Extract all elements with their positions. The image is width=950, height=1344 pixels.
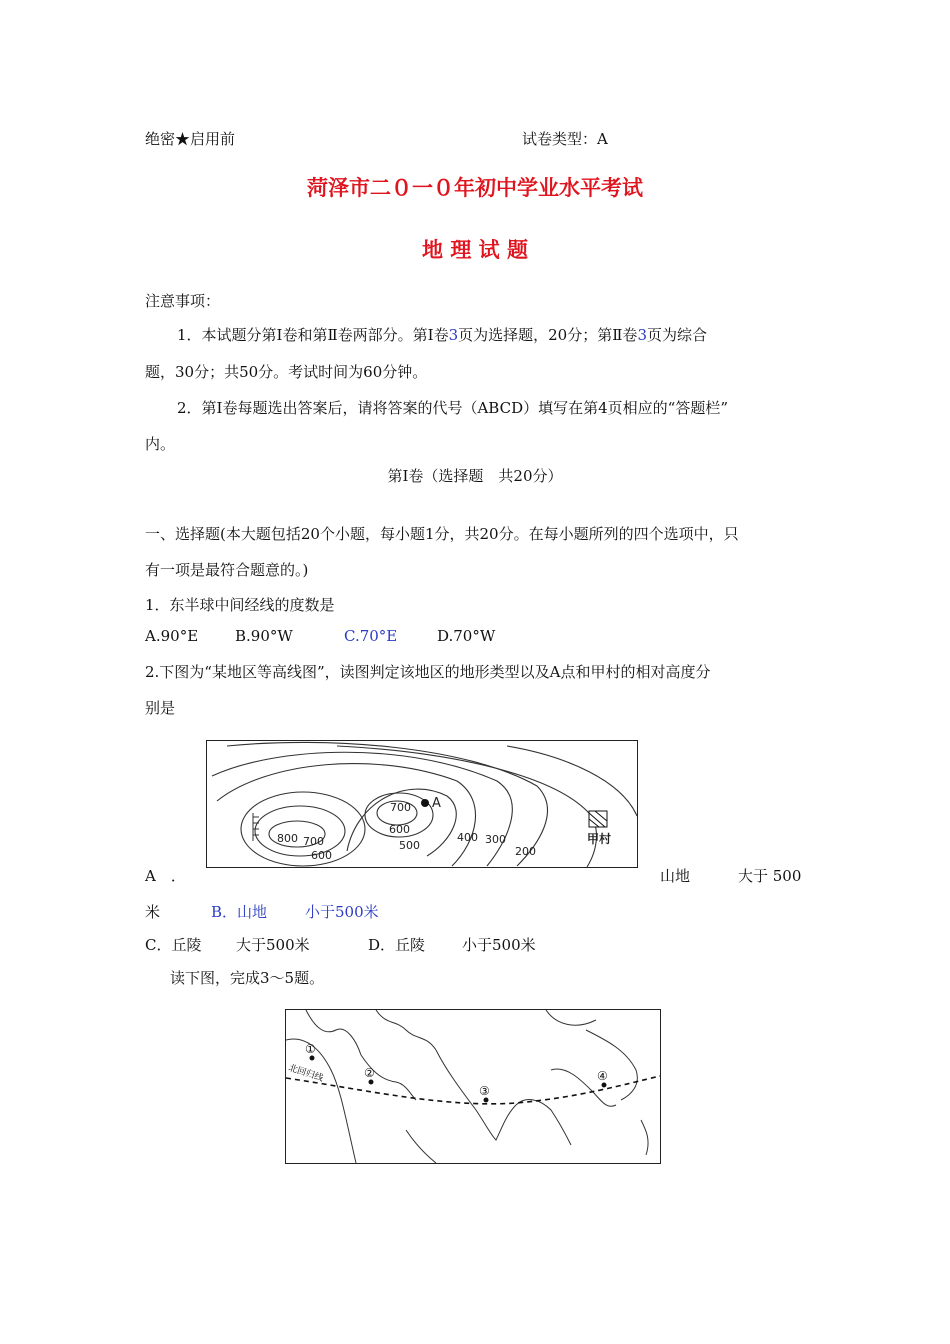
- notes-heading: 注意事项：: [145, 292, 221, 310]
- q2-option-c-value: 大于500米: [236, 936, 310, 954]
- tropic-label: 北回归线: [287, 1063, 325, 1084]
- label-300: 300: [485, 833, 506, 846]
- label-600-left: 600: [311, 849, 332, 862]
- region-map: [285, 1009, 661, 1164]
- q2-option-b-value: 小于500米: [305, 903, 379, 921]
- q1-option-a: A.90°E: [145, 627, 199, 645]
- note-item-2: 2．第Ⅰ卷每题选出答案后，请将答案的代号（ABCD）填写在第4页相应的“答题栏”: [177, 399, 728, 417]
- region-map-figure: [286, 1010, 660, 1163]
- question-1-stem: 1．东半球中间经线的度数是: [145, 596, 335, 614]
- contour-map: [206, 740, 638, 868]
- q1-option-d: D.70°W: [437, 627, 496, 645]
- marker-1-label: ①: [305, 1042, 316, 1056]
- label-500: 500: [399, 839, 420, 852]
- marker-2-label: ②: [364, 1066, 375, 1080]
- contour-line-300: [212, 752, 512, 866]
- q2-option-a-terrain: 山地: [660, 867, 691, 885]
- label-600: 600: [389, 823, 410, 836]
- note-item-1: 1．本试题分第Ⅰ卷和第Ⅱ卷两部分。第Ⅰ卷3页为选择题，20分；第Ⅱ卷3页为综合: [177, 326, 707, 344]
- read-map-instruction: 读下图，完成3～5题。: [170, 969, 325, 987]
- note-item-1-cont: 题，30分；共50分。考试时间为60分钟。: [145, 363, 428, 381]
- section-title: 第Ⅰ卷（选择题 共20分）: [387, 467, 563, 485]
- note-item-2-cont: 内。: [145, 435, 176, 453]
- contour-line-600-left: [241, 792, 365, 866]
- q2-option-d-value: 小于500米: [462, 936, 536, 954]
- label-village: 甲村: [587, 832, 612, 846]
- label-700: 700: [390, 801, 411, 814]
- contour-map-figure: [207, 741, 637, 867]
- marker-3-label: ③: [479, 1084, 490, 1098]
- label-700-left: 700: [303, 835, 324, 848]
- q2-option-d: D．丘陵: [368, 936, 426, 954]
- confidential-label: 绝密★启用前: [145, 130, 236, 148]
- q1-option-c: C.70°E: [344, 627, 398, 645]
- village-icon: [589, 811, 607, 827]
- q2-option-b: B．山地: [211, 903, 268, 921]
- point-a-marker: [421, 799, 429, 807]
- section-intro: 一、选择题(本大题包括20个小题，每小题1分，共20分。在每小题所列的四个选项中，只: [145, 525, 739, 543]
- label-800: 800: [277, 832, 298, 845]
- question-2-stem: 2.下图为“某地区等高线图”，读图判定该地区的地形类型以及A点和甲村的相对高度分: [145, 663, 711, 681]
- subject-title: 地 理 试 题: [422, 238, 528, 262]
- section-intro-cont: 有一项是最符合题意的。): [145, 561, 309, 579]
- point-3-marker: [484, 1098, 489, 1103]
- q2-option-c: C．丘陵: [145, 936, 202, 954]
- q2-option-a-value: 大于 500: [738, 867, 802, 885]
- exam-title: 菏泽市二０一０年初中学业水平考试: [307, 176, 643, 200]
- label-a: A: [432, 796, 441, 811]
- q1-option-b: B.90°W: [235, 627, 293, 645]
- q2-option-a-unit: 米: [145, 903, 161, 921]
- point-4-marker: [602, 1083, 607, 1088]
- contour-line-400: [217, 764, 476, 866]
- marker-4-label: ④: [597, 1069, 608, 1083]
- label-200: 200: [515, 845, 536, 858]
- point-2-marker: [369, 1080, 374, 1085]
- label-400: 400: [457, 831, 478, 844]
- question-2-stem-cont: 别是: [145, 699, 176, 717]
- q2-option-a-label: A ．: [145, 867, 186, 885]
- point-1-marker: [310, 1056, 315, 1061]
- paper-type-label: 试卷类型：A: [522, 130, 608, 148]
